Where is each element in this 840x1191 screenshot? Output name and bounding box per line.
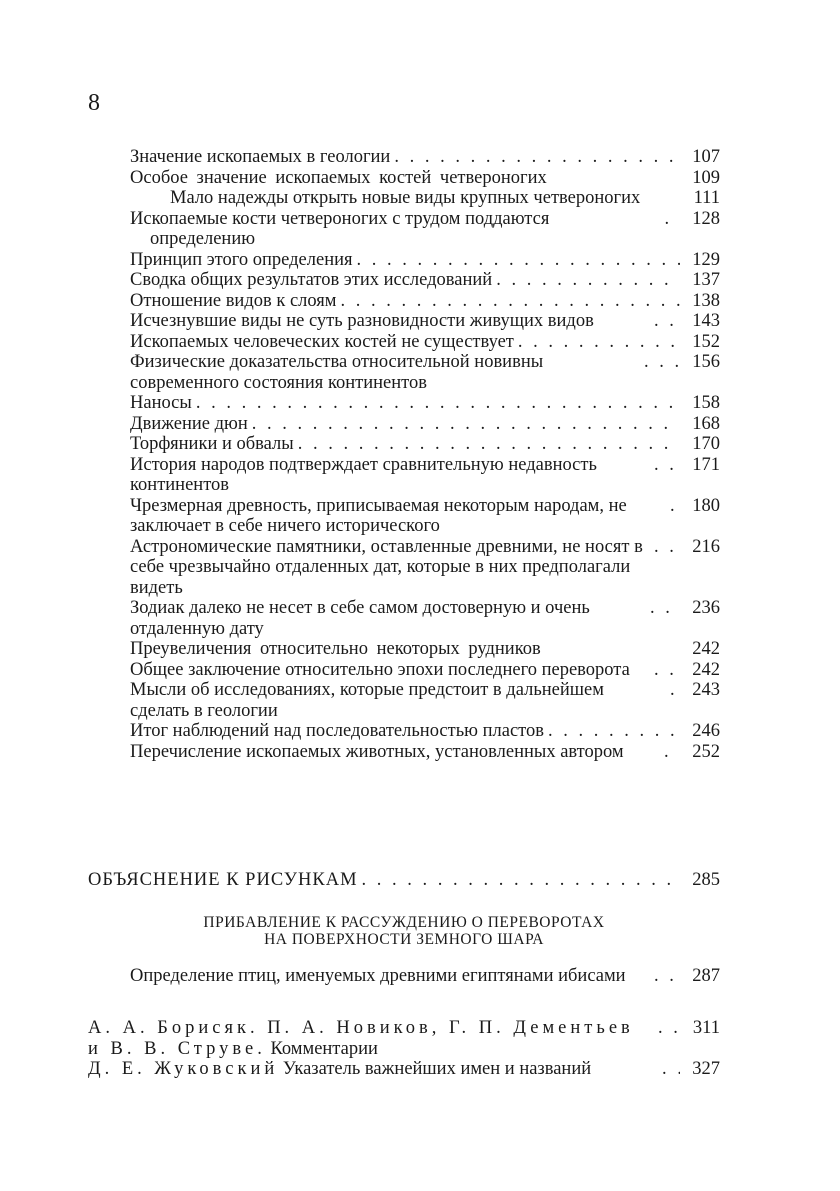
dot-leader [654, 209, 680, 230]
toc-entry[interactable] [130, 495, 720, 537]
toc-entry-text: История народов подтверждает сравнительную недавность континентов [130, 454, 597, 495]
toc-entry-page: 168 [692, 413, 720, 434]
supplement-entry-text: Определение птиц, именуемых древними египтянами ибисами [130, 966, 626, 986]
table-of-contents [130, 147, 720, 762]
toc-entry[interactable] [130, 311, 720, 332]
dot-leader [357, 250, 680, 271]
figures-explanation-entry[interactable] [88, 870, 720, 891]
appendix-authors: А. А. Борисяк. П. А. Новиков, Г. П. Дементьев и В. В. Струве. [88, 1018, 634, 1059]
supplement-entry-page: 287 [692, 966, 720, 986]
dot-leader [654, 455, 680, 476]
appendix-entry[interactable] [88, 1018, 720, 1059]
toc-entry[interactable] [130, 680, 720, 721]
toc-entry-text: Мысли об исследованиях, которые предстоит в дальнейшем сделать в геологии [130, 680, 604, 721]
toc-entry-text: Зодиак далеко не несет в себе самом достоверную и очень отдаленную дату [130, 598, 590, 639]
toc-entry[interactable] [130, 208, 720, 250]
toc-entry-text: Наносы [130, 393, 192, 413]
toc-entry[interactable] [130, 250, 720, 271]
toc-entry-text: Астрономические памятники, оставленные древними, не носят в себе чрезвычайно отдаленных дат, которые в них предполагали видеть [130, 536, 643, 598]
toc-entry[interactable] [130, 291, 720, 312]
dot-leader [670, 496, 680, 517]
toc-entry[interactable] [130, 147, 720, 168]
figures-explanation-text: ОБЪЯСНЕНИЕ К РИСУНКАМ [88, 870, 358, 890]
toc-entry-page: 111 [693, 188, 720, 208]
appendix-page: 327 [692, 1059, 720, 1079]
toc-entry-page: 170 [692, 434, 720, 454]
toc-entry-text: Ископаемые кости четвероногих с трудом поддаются определению [130, 208, 550, 249]
supplement-entry[interactable] [130, 966, 720, 987]
supplement-heading [88, 914, 720, 948]
toc-entry-page: 137 [692, 270, 720, 290]
toc-entry[interactable] [130, 536, 720, 599]
toc-entry-text: Общее заключение относительно эпохи последнего переворота [130, 659, 630, 680]
dot-leader [658, 1018, 680, 1039]
dot-leader [252, 414, 680, 435]
toc-entry-text: Итог наблюдений над последовательностью пластов [130, 721, 544, 741]
toc-entry-text: Движение дюн [130, 413, 248, 434]
toc-entry-text: Преувеличения относительно некоторых рудников [130, 639, 541, 659]
supplement-heading-line: НА ПОВЕРХНОСТИ ЗЕМНОГО ШАРА [264, 931, 544, 948]
appendix-entry-text [88, 1059, 658, 1080]
dot-leader [654, 537, 680, 558]
toc-entry[interactable] [130, 393, 720, 414]
dot-leader [496, 270, 680, 291]
supplement-heading-line: ПРИБАВЛЕНИЕ К РАССУЖДЕНИЮ О ПЕРЕВОРОТАХ [203, 914, 605, 931]
toc-entry-page: 242 [692, 659, 720, 680]
toc-entry-text: Ископаемых человеческих костей не существует [130, 331, 514, 352]
toc-entry-text: Физические доказательства относительной новивны современного состояния континентов [130, 352, 544, 393]
toc-entry-page: 252 [692, 741, 720, 762]
toc-entry[interactable] [130, 639, 720, 660]
toc-entry-page: 138 [692, 290, 720, 311]
toc-entry-page: 107 [692, 147, 720, 167]
toc-entry[interactable] [130, 659, 720, 681]
appendix-title: Комментарии [270, 1038, 378, 1059]
toc-entry-page: 152 [692, 331, 720, 352]
appendix-authors: Д. Е. Жуковский [88, 1059, 279, 1079]
toc-entry-page: 236 [692, 598, 720, 618]
dot-leader [518, 332, 680, 353]
toc-entry-page: 216 [692, 536, 720, 557]
toc-entry-text: Чрезмерная древность, приписываемая некоторым народам, не заключает в себе ничего исторического [130, 495, 627, 536]
toc-entry-text: Сводка общих результатов этих исследований [130, 270, 493, 290]
dot-leader [654, 660, 680, 681]
toc-entry[interactable] [130, 188, 720, 209]
dot-leader [662, 1059, 680, 1080]
toc-entry[interactable] [130, 741, 720, 763]
toc-entry[interactable] [130, 168, 720, 189]
appendix-title: Указатель важнейших имен и названий [282, 1059, 592, 1079]
toc-entry[interactable] [130, 598, 720, 639]
toc-entry[interactable] [130, 721, 720, 742]
toc-entry-page: 143 [692, 311, 720, 331]
dot-leader [548, 721, 680, 742]
toc-entry[interactable] [130, 270, 720, 291]
toc-entry-page: 109 [692, 167, 720, 188]
dot-leader [654, 966, 680, 987]
toc-entry[interactable] [130, 454, 720, 496]
dot-leader [362, 870, 680, 891]
toc-entry-text: Исчезнувшие виды не суть разновидности живущих видов [130, 311, 594, 331]
dot-leader [644, 352, 680, 373]
appendix-entry[interactable] [88, 1059, 720, 1080]
toc-entry-page: 129 [692, 249, 720, 270]
toc-entry-text: Особое значение ископаемых костей четвероногих [130, 167, 547, 188]
dot-leader [394, 147, 680, 168]
toc-entry-text: Мало надежды открыть новые виды крупных четвероногих [170, 188, 641, 208]
appendix-page: 311 [692, 1018, 720, 1038]
toc-entry-text: Торфяники и обвалы [130, 434, 294, 454]
appendix-entry-text [88, 1018, 654, 1059]
toc-entry[interactable] [130, 352, 720, 393]
toc-entry-text: Отношение видов к слоям [130, 290, 337, 311]
dot-leader [670, 680, 680, 701]
toc-entry-page: 171 [692, 454, 720, 475]
dot-leader [650, 598, 680, 619]
toc-entry-page: 246 [692, 721, 720, 741]
dot-leader [664, 742, 680, 763]
dot-leader [298, 434, 680, 455]
toc-entry-text: Значение ископаемых в геологии [130, 147, 391, 167]
toc-entry-page: 180 [692, 495, 720, 516]
toc-entry-page: 128 [692, 208, 720, 229]
dot-leader [654, 311, 680, 332]
toc-entry-text: Принцип этого определения [130, 249, 353, 270]
toc-entry-text: Перечисление ископаемых животных, установленных автором [130, 741, 624, 762]
toc-entry[interactable] [130, 414, 720, 435]
toc-entry[interactable] [130, 332, 720, 353]
toc-entry-page: 156 [692, 352, 720, 372]
page-number: 8 [88, 90, 100, 116]
appendix-list [88, 1018, 720, 1080]
dot-leader [196, 393, 680, 414]
figures-explanation-page: 285 [692, 870, 720, 890]
toc-entry-page: 243 [692, 680, 720, 700]
toc-entry[interactable] [130, 434, 720, 455]
dot-leader [341, 291, 680, 312]
toc-entry-page: 158 [692, 393, 720, 413]
toc-entry-page: 242 [692, 639, 720, 659]
